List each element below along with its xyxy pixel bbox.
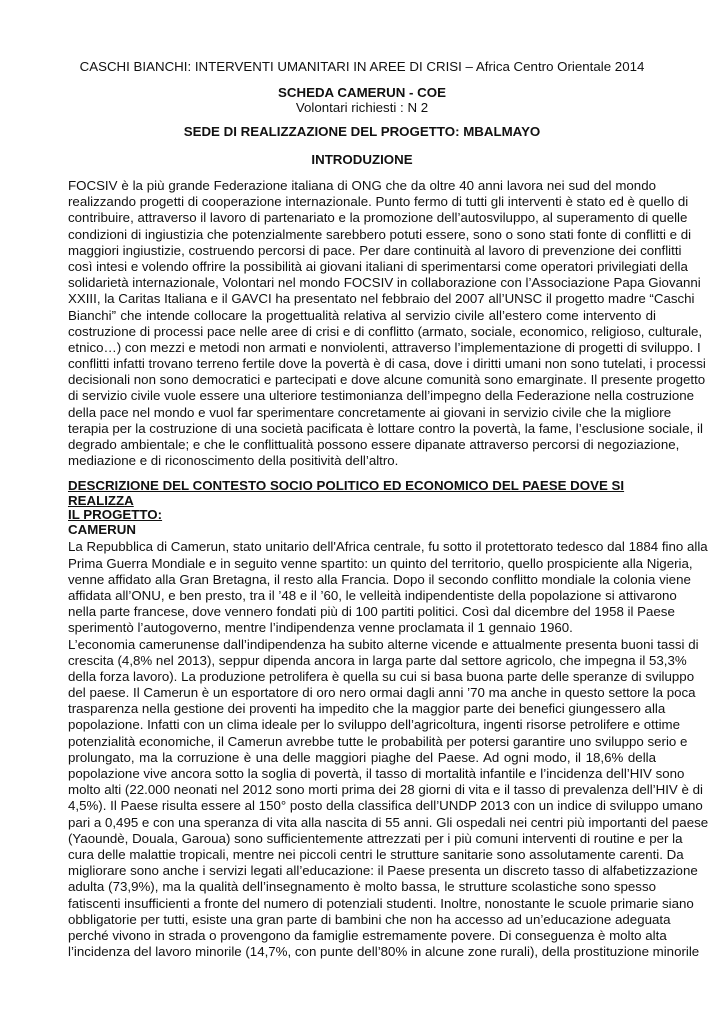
text-line: obbligatorie per tutti, esiste una gran parte di bambini che non ha accesso ad un’educazione adeguata: [68, 911, 671, 927]
volunteers-count: Volontari richiesti : N 2: [295, 100, 429, 115]
text-line: decisionali non sono democratici e partecipati e dove alcune comunità sono emarginate. Il presente progetto: [68, 372, 706, 388]
text-line: mediazione e di riconoscimento della positività dell’altro.: [68, 453, 399, 469]
text-line: sperimentò l’autogoverno, mentre l’indipendenza venne proclamata il 1 gennaio 1960.: [68, 620, 573, 636]
project-site-heading: SEDE DI REALIZZAZIONE DEL PROGETTO: MBALMAYO: [183, 124, 541, 139]
text-line: adulta (73,9%), ma la qualità dell’insegnamento è molto bassa, le strutture scolastiche sono spesso: [68, 879, 656, 895]
text-line: popolazione. Infatti con un clima ideale per lo sviluppo dell’agricoltura, ingenti risorse petrolifere e ottime: [68, 717, 680, 733]
history-paragraph: [68, 539, 708, 636]
section-heading-context-2: IL PROGETTO:: [68, 507, 163, 523]
intro-paragraph: [68, 178, 706, 469]
section-heading-context: DESCRIZIONE DEL CONTESTO SOCIO POLITICO ED ECONOMICO DEL PAESE DOVE SI REALIZZA: [68, 478, 625, 508]
text-line: 4,5%). Il Paese risulta essere al 150° posto della classifica dell’UNDP 2013 con un indice di sviluppo umano: [68, 798, 703, 814]
text-line: della pace nel mondo e vuol far sperimentare concretamente ai giovani in servizio civile che la migliore: [68, 404, 672, 420]
text-line: venne affidato alla Gran Bretagna, il resto alla Francia. Dopo il secondo conflitto mondiale la colonia viene: [68, 571, 691, 587]
text-line: maggiori ingiustizie, costruendo percorsi di pace. Per dare continuità al lavoro di prevenzione dei conflitti: [68, 242, 682, 258]
document-header: CASCHI BIANCHI: INTERVENTI UMANITARI IN AREE DI CRISI – Africa Centro Orientale 2014: [79, 59, 645, 74]
text-line: prolungato, ma la corruzione è una delle maggiori piaghe del Paese. Ad ogni modo, il 18,6% della: [68, 749, 656, 765]
scheda-title: SCHEDA CAMERUN - COE: [278, 85, 446, 100]
text-line: etnico…) con mezzi e metodi non armati e nonviolenti, attraverso l’implementazione di progetti di sviluppo. I: [68, 339, 701, 355]
text-line: Bianchi” che intende collocare la progettualità relativa al servizio civile all’estero come intervento di: [68, 307, 656, 323]
text-line: condizioni di ingiustizia che potenzialmente sarebbero potuti essere, sono o sono stati fonte di conflitti e di: [68, 226, 692, 242]
text-line: XXIII, la Caritas Italiana e il GAVCI ha presentato nel febbraio del 2007 all’UNSC il progetto madre “Caschi: [68, 291, 695, 307]
text-line: l’incidenza del lavoro minorile (14,7%, con punte dell’80% in alcune zone rurali), della prostituzione minorile: [68, 944, 700, 960]
text-line: nella parte francese, dove vennero fondati più di 100 partiti politici. Così dal dicembre del 1958 il Paese: [68, 604, 675, 620]
text-line: solidarietà internazionale, Volontari nel mondo FOCSIV in collaborazione con l’Associazione Papa Giovanni: [68, 275, 701, 291]
text-line: terapia per la costruzione di una società pacificata è lottare contro la povertà, la fame, l’esclusione sociale, il: [68, 420, 703, 436]
document-page: [68, 59, 709, 960]
text-line: del paese. Il Camerun è un esportatore di oro nero ormai dagli anni ’70 ma anche in questo settore la poca: [68, 685, 696, 701]
text-line: fatiscenti insufficienti a fronte del numero di potenziali studenti. Inoltre, nonostante le scuole primarie siano: [68, 895, 694, 911]
text-line: contribuire, attraverso il lavoro di partenariato e la promozione dell’autosviluppo, al superamento di quelle: [68, 210, 688, 226]
text-line: FOCSIV è la più grande Federazione italiana di ONG che da oltre 40 anni lavora nei sud del mondo: [68, 178, 656, 193]
text-line: affidata all’ONU, e ben presto, tra il ’48 e il ’60, le velleità indipendentiste della popolazione si attivarono: [68, 587, 677, 603]
text-line: perché vivono in strada o provengono da famiglie estremamente povere. Di conseguenza è molto alta: [68, 927, 667, 943]
text-line: Prima Guerra Mondiale e in seguito venne spartito: un quinto del territorio, quello prospiciente alla Nigeria,: [68, 555, 693, 571]
text-line: degrado ambientale; e che le conflittualità possono essere dipanate attraverso percorsi di negoziazione,: [68, 437, 680, 452]
text-line: costruzione di processi pace nelle aree di crisi e di conflitto (armato, sociale, economico, religioso, culturale,: [68, 323, 703, 339]
country-heading: CAMERUN: [68, 521, 136, 537]
economy-paragraph: [68, 636, 709, 961]
intro-heading: INTRODUZIONE: [311, 152, 413, 167]
text-line: crescita (4,8% nel 2013), seppur dipenda ancora in larga parte dal settore agricolo, che impegna il 53,3%: [68, 652, 687, 668]
text-line: (Yaoundè, Douala, Garoua) sono sufficientemente attrezzati per i più comuni interventi di routine e per la: [68, 830, 683, 846]
text-line: La Repubblica di Camerun, stato unitario dell'Africa centrale, fu sotto il protettorato tedesco dal 1884 fino alla: [68, 539, 708, 555]
text-line: realizzando progetti di cooperazione internazionale. Punto fermo di tutti gli interventi è stato ed è quello di: [68, 194, 689, 210]
text-line: cura delle malattie tropicali, mentre nei piccoli centri le strutture sanitarie sono assolutamente carenti. Da: [68, 846, 684, 862]
text-line: molto alti (22.000 neonati nel 2012 sono morti prima dei 28 giorni di vita e il tasso di prevalenza dell’HIV è di: [68, 782, 703, 798]
text-line: L’economia camerunense dall’indipendenza ha subito alterne vicende e attualmente presenta buoni tassi di: [68, 636, 699, 652]
text-line: popolazione vive ancora sotto la soglia di povertà, il tasso di mortalità infantile e l’incidenza dell’HIV sono: [68, 766, 685, 781]
text-line: migliorare sono anche i servizi legati all’educazione: il Paese presenta un discreto tasso di alfabetizzazione: [68, 863, 698, 879]
text-line: potenzialità economiche, il Camerun avrebbe tutte le probabilità per potersi garantire uno sviluppo serio e: [68, 733, 688, 749]
text-line: di servizio civile vuole essere una ulteriore testimonianza dell’impegno della Federazione nella costruzione: [68, 388, 695, 404]
text-line: della forza lavoro). La produzione petrolifera è quella su cui si basa buona parte delle speranze di sviluppo: [68, 668, 695, 684]
text-line: pari a 0,495 e con una speranza di vita alla nascita di 55 anni. Gli ospedali nei centri più importanti del paese: [68, 814, 709, 830]
text-line: così intesi e volendo offrire la possibilità ai giovani italiani di sperimentarsi come operatori privilegiati della: [68, 258, 688, 274]
text-line: conflitti infatti trovano terreno fertile dove la povertà è di casa, dove i diritti umani non sono tutelati, i processi: [68, 356, 706, 372]
text-line: trasparenza nella gestione dei proventi ha impedito che la maggior parte dei benefici giungessero alla: [68, 701, 666, 717]
